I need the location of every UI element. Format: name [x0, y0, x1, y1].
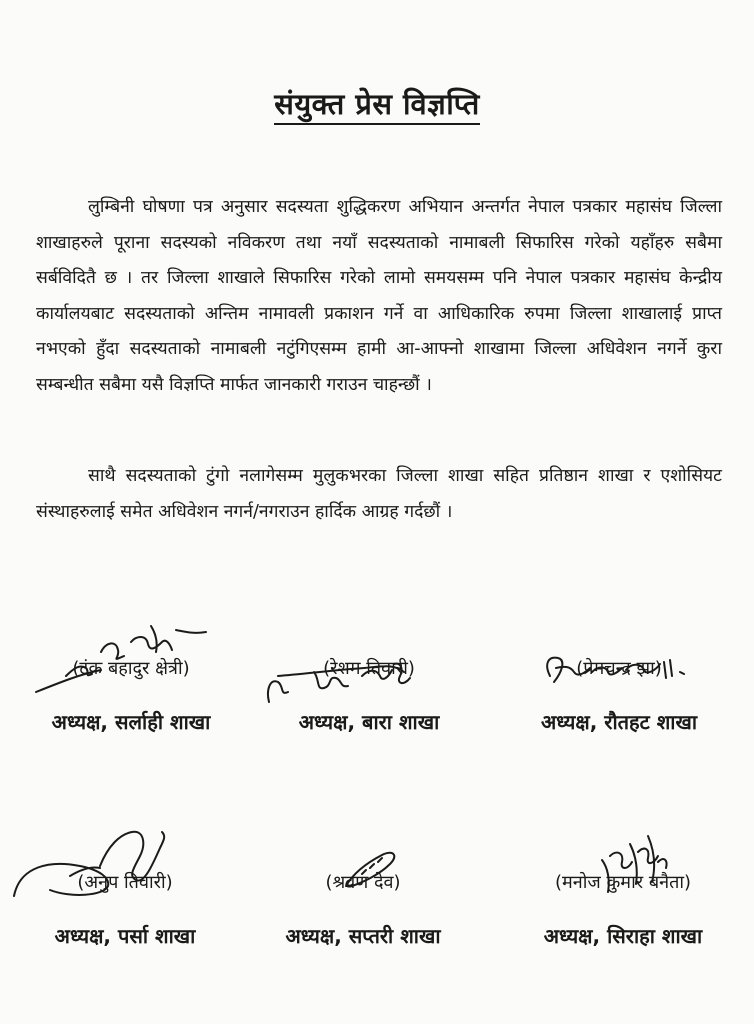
signatory-name: (प्रेमचन्द्र झा)	[576, 658, 662, 679]
title-text: संयुक्त प्रेस विज्ञप्ति	[274, 87, 480, 125]
paragraph-2: साथै सदस्यताको टुंगो नलागेसम्म मुलुकभरका जिल्ला शाखा सहित प्रतिष्ठान शाखा र एशोसियट संस्थाहरुलाई समेत अधिवेशन नगर्न/नगराउन हार्दिक आग्रह गर्दछौं ।	[36, 466, 722, 522]
signatory-name: (रेशम तिवारी)	[323, 658, 415, 679]
paragraph-1: लुम्बिनी घोषणा पत्र अनुसार सदस्यता शुद्धिकरण अभियान अन्तर्गत नेपाल पत्रकार महासंघ जिल्ला शाखाहरुले पूराना सदस्यको नविकरण तथा नयाँ सदस्यताको नामाबली सिफारिस गरेको यहाँहरु सबैमा सर्बविदितै छ । तर जिल्ला शाखाले सिफारिस गरेको लामो समयसम्म पनि नेपाल पत्रकार महासंघ केन्द्रीय कार्यालयबाट सदस्यताको अन्तिम नामावली प्रकाशन गर्ने वा आधिकारिक रुपमा जिल्ला शाखालाई प्राप्त नभएको हुँदा सदस्यताको नामाबली नटुंगिएसम्म हामी आ-आफ्नो शाखामा जिल्ला अधिवेशन नगर्ने कुरा सम्बन्धीत सबैमा यसै विज्ञप्ति मार्फत जानकारी गराउन चाहन्छौं ।	[36, 197, 722, 395]
signatory-name: (मनोज कुमार बनैता)	[554, 872, 692, 893]
signatory-position: अध्यक्ष, सप्तरी शाखा	[285, 924, 441, 948]
signatory-position: अध्यक्ष, पर्सा शाखा	[54, 924, 196, 948]
signatory-block-3	[494, 612, 744, 734]
signatory-position: अध्यक्ष, बारा शाखा	[298, 710, 440, 734]
signatory-position: अध्यक्ष, रौतहट शाखा	[540, 710, 698, 734]
signatory-block-1	[6, 612, 256, 734]
signatory-position: अध्यक्ष, सर्लाही शाखा	[51, 710, 211, 734]
signatory-block-6	[498, 826, 748, 948]
document-title	[0, 84, 754, 123]
signatory-position: अध्यक्ष, सिराहा शाखा	[543, 924, 703, 948]
signatory-block-4	[0, 826, 250, 948]
signatory-block-2	[244, 612, 494, 734]
signatory-name: (श्रवण देव)	[325, 872, 401, 893]
signatory-block-5	[238, 826, 488, 948]
signatory-name: (टंक बहादुर क्षेत्री)	[72, 658, 190, 679]
signatory-name: (अनुप तिवारी)	[77, 872, 173, 893]
